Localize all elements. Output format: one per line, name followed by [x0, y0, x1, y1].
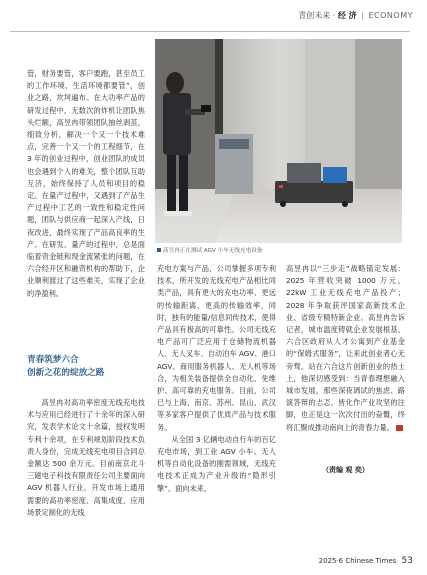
header-text	[298, 10, 413, 21]
header-rule	[10, 31, 410, 32]
photo-caption	[157, 246, 262, 254]
paragraph-end	[286, 263, 405, 434]
footer-magazine: Chinese Times	[345, 557, 397, 565]
caption-square-icon	[157, 248, 161, 252]
caption-text: 高昱冉正在测试 AGV 小车无线充电设备	[163, 248, 263, 254]
end-mark-icon	[396, 425, 403, 431]
subhead-line-1: 青春筑梦六合	[27, 355, 79, 365]
page-header	[0, 8, 427, 26]
header-bullet: ·	[332, 11, 338, 20]
column-3	[286, 263, 405, 434]
footer-issue: 2025·6	[318, 557, 344, 565]
paragraph-text: 高昱冉以“三步走”战略锚定发展：2025 年营收突破 1000 万元，22kW 工业无线充电产品投产；2028 年争取获评国家高新技术企业、省级专精特新企业。高昱冉告诉记者，城市温度铸就企业发展根基，六合区政府从人才公寓到产业基金的“保姆式服务”，让来此创业者心无旁骛。站在六合这片创新创业的热土上，他深切感受到：当青春理想融入城市发展，那些深夜调试的焦虑、路演答辩的忐忑，皆化作产业攻坚的注脚，也正是这一次次付出的奋慨，终将汇聚成推动南向上的青春力量。	[286, 264, 405, 432]
paragraph: 从全国 3 亿辆电动自行车的百亿充电市场，到工业 AGV 小车、无人机等自动化设备的刚需领域，无线充电技术正成为产业升级的“隐形引擎”。面向未来，	[157, 434, 276, 493]
column-1-top	[27, 68, 145, 300]
article-photo	[155, 39, 402, 243]
header-divider: |	[361, 11, 364, 20]
page-number: 53	[401, 556, 413, 566]
header-section-en: ECONOMY	[368, 11, 413, 20]
paragraph: 管，财务要管，客户要跑，甚至员工的工作环境、生活环境都要管”，创业之路，坎坷遍布。在大功率产品的研发过程中，无数次的炸机让团队焦头烂额，高昱冉带领团队抽丝剥茧，细致分析，解决一个又一个技术难点，完善一个又一个的工程细节，在 3 年的创业过程中，创业团队的成员也会遇到个人的难关，整个团队互助互济，始终保持了人员和项目的稳定。在量产过程中，又遇到了产品生产过程中工艺的一致性和稳定性问题，团队与供应商一起深入产线，日夜改进，最终实现了产品高良率的生产。在研发、量产的过程中，总是面临着资金链和现金流紧张的问题，在六合经开区和融资机构的帮助下，企业顺利渡过了这些难关，实现了企业的净盈利。	[27, 69, 145, 298]
photo-illustration	[155, 39, 402, 243]
paragraph: 充电方案与产品，公司掌握多项专利技术，所开发的无线充电产品相比同类产品，具有更大的充电功率、更远的传输距离、更高的传输效率，同时，独有的能量/信息同传技术，使得产品具有极高的可靠性。公司无线充电产品可广泛应用于仓储物流机器人、无人叉车、自动泊车 AGV、港口 AGV、商用服务机器人、无人机等场合，为相关装备提供全自动化、免维护、高可靠的充电服务。目前，公司已与上海、南京、苏州、昆山、武汉等多家客户提供了优质产品与技术服务。	[157, 264, 276, 432]
header-column-name: 青创未来	[298, 11, 331, 20]
section-subhead	[27, 354, 157, 380]
header-section: 经 济	[337, 11, 357, 20]
paragraph: 高昱冉对高功率密度无线充电技术与应用已经进行了十余年的深入研究，发表学术论文十余篇，授权发明专利十余项，在专利规划阶段技术负责人身份，完成无线充电项目合同总金额达 500 余万元。目前南京北斗三磁电子科技有限责任公司主要面向 AGV 机器人行业，开发市场上通用需要的高功率密度、高集成度、应用场景定制化的无线	[27, 398, 145, 517]
subhead-line-2: 创新之花的绽放之路	[27, 368, 105, 378]
page-footer	[319, 556, 413, 566]
column-2	[157, 263, 276, 495]
editor-byline: （责编 观 奕）	[322, 466, 369, 474]
column-1-bottom	[27, 397, 145, 519]
